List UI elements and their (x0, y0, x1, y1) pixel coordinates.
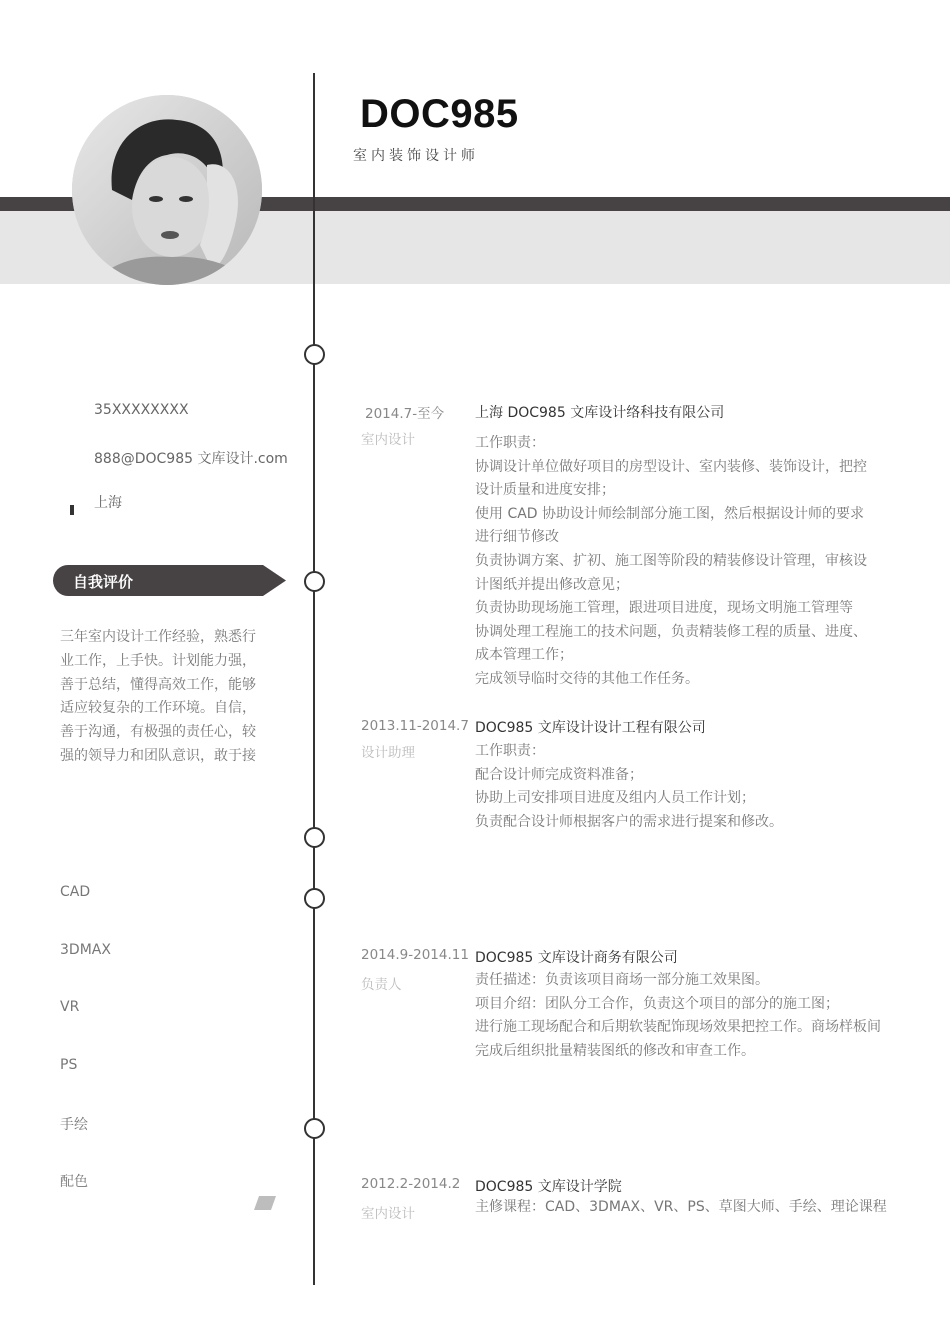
description-line: 工作职责： (475, 435, 545, 451)
description-line: 完成领导临时交待的其他工作任务。 (475, 670, 699, 687)
skill-item: CAD (60, 884, 91, 900)
contact-email: 888@DOC985 文库设计.com (94, 451, 288, 467)
experience-company: DOC985 文库设计设计工程有限公司 (475, 720, 706, 736)
skill-item: 3DMAX (60, 942, 111, 958)
experience-position: 室内设计 (361, 432, 415, 448)
skill-item: PS (60, 1057, 78, 1073)
self-eval-line: 三年室内设计工作经验，熟悉行 (60, 629, 256, 645)
skill-bar-decoration (254, 1196, 276, 1210)
contact-phone: 35XXXXXXXX (94, 402, 189, 418)
experience-description (475, 1196, 895, 1220)
timeline-node (304, 571, 325, 592)
location-icon (70, 505, 74, 515)
description-line: 负责协调方案、扩初、施工图等阶段的精装修设计管理，审核设 (475, 552, 867, 569)
experience-date: 2012.2-2014.2 (361, 1176, 461, 1192)
timeline-node (304, 1118, 325, 1139)
description-line: 工作职责： (475, 743, 545, 759)
experience-description (475, 432, 895, 692)
experience-position: 负责人 (361, 977, 402, 993)
avatar (72, 95, 262, 285)
experience-position: 室内设计 (361, 1206, 415, 1222)
self-eval-text (60, 626, 270, 770)
experience-date: 2013.11-2014.7 (361, 718, 469, 734)
description-line: 协助上司安排项目进度及组内人员工作计划； (475, 790, 755, 807)
section-header-self-eval (53, 565, 286, 596)
experience-description (475, 740, 895, 834)
timeline-node (304, 827, 325, 848)
self-eval-line: 适应较复杂的工作环境。自信， (60, 700, 256, 717)
skill-item: 手绘 (60, 1117, 88, 1133)
contact-city: 上海 (94, 495, 122, 511)
skill-item: VR (60, 999, 80, 1015)
description-line: 成本管理工作； (475, 647, 573, 664)
description-line: 进行施工现场配合和后期软装配饰现场效果把控工作。商场样板间 (475, 1019, 881, 1036)
description-line: 计图纸并提出修改意见； (475, 576, 629, 593)
self-eval-line: 强的领导力和团队意识，敢于接 (60, 747, 256, 764)
job-title: 室内装饰设计师 (353, 148, 479, 164)
timeline-line (313, 73, 315, 1285)
experience-company: DOC985 文库设计商务有限公司 (475, 950, 678, 966)
description-line: 责任描述：负责该项目商场一部分施工效果图。 (475, 972, 769, 988)
description-line: 项目介绍：团队分工合作，负责这个项目的部分的施工图； (475, 995, 839, 1012)
portrait-photo (72, 95, 262, 285)
description-line: 负责配合设计师根据客户的需求进行提案和修改。 (475, 813, 783, 830)
timeline-node (304, 344, 325, 365)
description-line: 配合设计师完成资料准备； (475, 766, 643, 783)
experience-position: 设计助理 (361, 745, 415, 761)
experience-description (475, 969, 895, 1063)
description-line: 负责协助现场施工管理，跟进项目进度，现场文明施工管理等 (475, 600, 853, 617)
description-line: 进行细节修改 (475, 529, 559, 546)
self-eval-line: 业工作，上手快。计划能力强， (60, 652, 256, 669)
description-line: 使用 CAD 协助设计师绘制部分施工图，然后根据设计师的要求 (475, 505, 865, 522)
description-line: 协调设计单位做好项目的房型设计、室内装修、装饰设计，把控 (475, 458, 867, 475)
description-line: 协调处理工程施工的技术问题，负责精装修工程的质量、进度、 (475, 623, 867, 640)
experience-date: 2014.9-2014.11 (361, 947, 469, 963)
description-line: 完成后组织批量精装图纸的修改和审查工作。 (475, 1042, 755, 1059)
self-eval-line: 善于沟通，有极强的责任心，较 (60, 724, 256, 741)
self-eval-line: 善于总结，懂得高效工作，能够 (60, 676, 256, 693)
experience-company: 上海 DOC985 文库设计络科技有限公司 (475, 405, 725, 421)
experience-date: 2014.7-至今 (365, 406, 445, 422)
timeline-node (304, 888, 325, 909)
resume-name: DOC985 (360, 92, 519, 136)
experience-company: DOC985 文库设计学院 (475, 1179, 622, 1195)
description-line: 设计质量和进度安排； (475, 482, 615, 499)
section-title: 自我评价 (73, 573, 134, 591)
skill-item: 配色 (60, 1174, 88, 1190)
description-line: 主修课程：CAD、3DMAX、VR、PS、草图大师、手绘、理论课程 (475, 1199, 887, 1215)
